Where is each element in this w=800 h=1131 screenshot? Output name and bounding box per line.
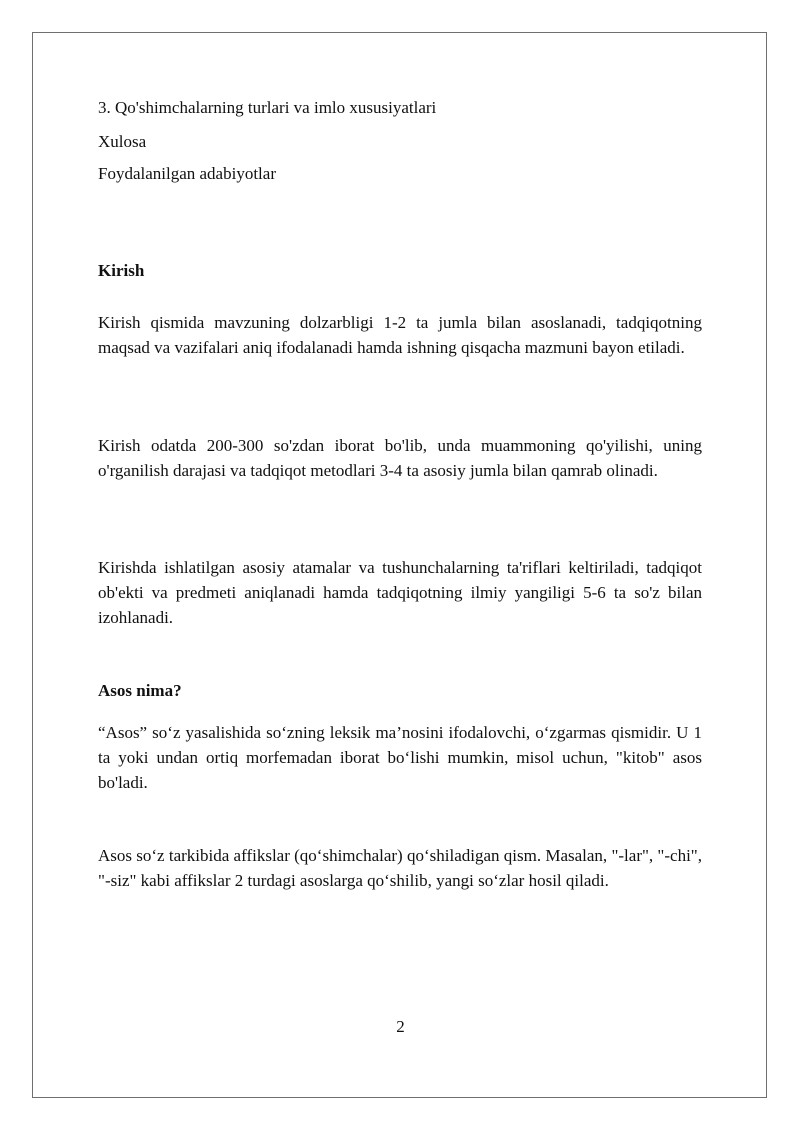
- page-number: 2: [396, 1017, 405, 1036]
- paragraph: Kirish qismida mavzuning dolzarbligi 1-2 ta jumla bilan asoslanadi, tadqiqotning maqsad va vazifalari aniq ifodalanadi hamda ishning qisqacha mazmuni bayon etiladi.: [98, 313, 702, 357]
- paragraph: “Asos” so‘z yasalishida so‘zning leksik ma’nosini ifodalovchi, o‘zgarmas qismidir. U 1 ta yoki undan ortiq morfemadan iborat bo‘lishi mumkin, misol uchun, "kitob" asos bo'ladi.: [98, 723, 702, 792]
- toc-item: Foydalanilgan adabiyotlar: [98, 164, 276, 183]
- section-heading-kirish: Kirish: [98, 261, 145, 280]
- paragraph: Kirishda ishlatilgan asosiy atamalar va tushunchalarning ta'riflari keltiriladi, tadqiqot ob'ekti va predmeti aniqlanadi hamda tadqiqotning ilmiy yangiligi 5-6 ta so'z bilan izohlanadi.: [98, 558, 702, 627]
- toc-item: Xulosa: [98, 132, 147, 151]
- document-page: [32, 32, 767, 1098]
- paragraph: Kirish odatda 200-300 so'zdan iborat bo'lib, unda muammoning qo'yilishi, uning o'rganilish darajasi va tadqiqot metodlari 3-4 ta asosiy jumla bilan qamrab olinadi.: [98, 436, 702, 480]
- toc-item: 3. Qo'shimchalarning turlari va imlo xususiyatlari: [98, 98, 437, 117]
- section-heading-asos: Asos nima?: [98, 681, 182, 700]
- paragraph: Asos so‘z tarkibida affikslar (qo‘shimchalar) qo‘shiladigan qism. Masalan, "-lar", "-chi", "-siz" kabi affikslar 2 turdagi asoslarga qo‘shilib, yangi so‘zlar hosil qiladi.: [98, 846, 702, 890]
